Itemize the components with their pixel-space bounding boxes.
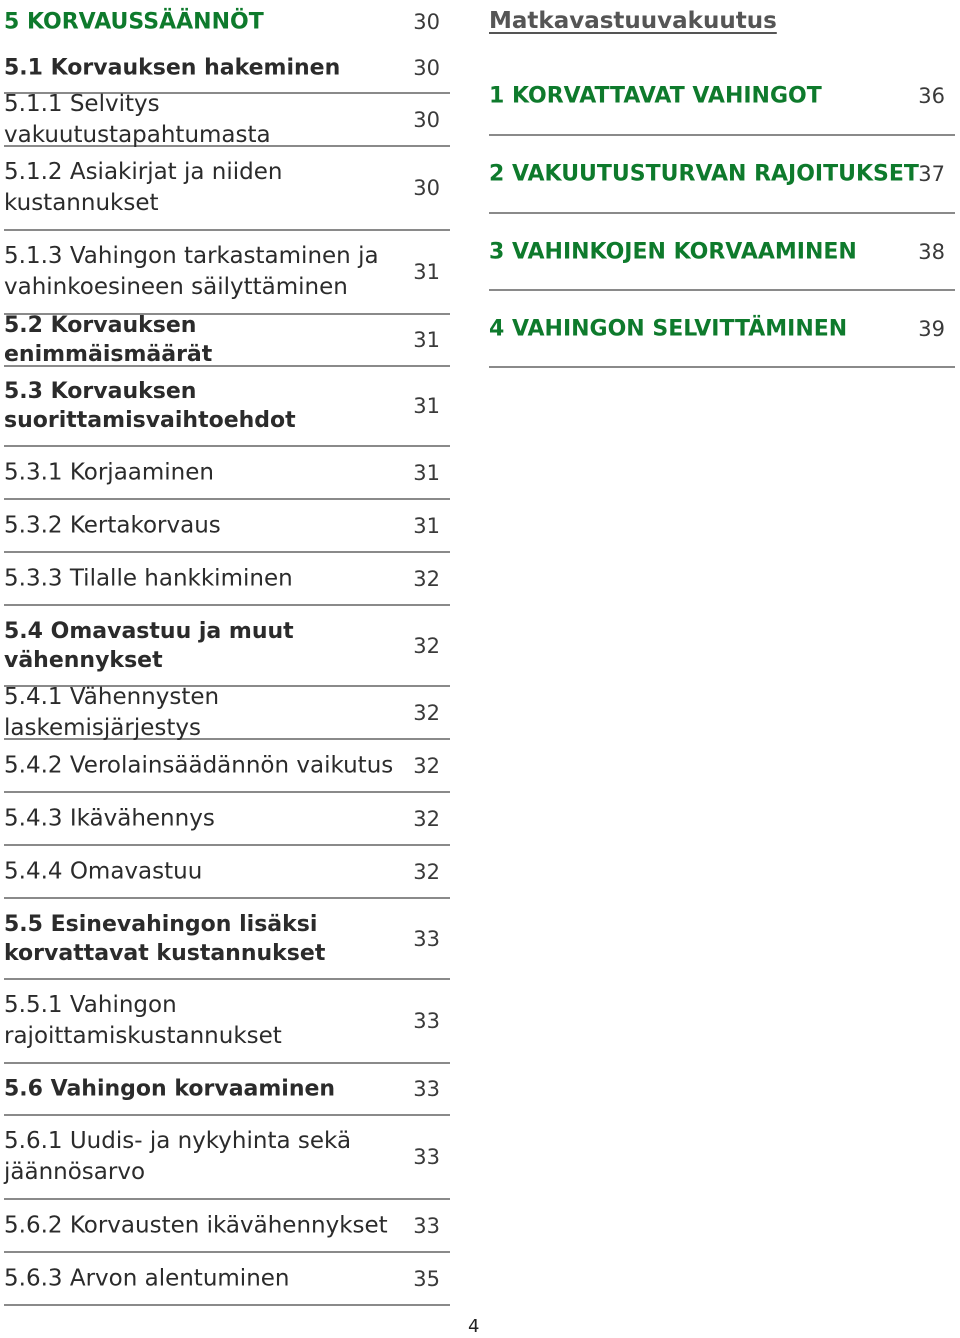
- toc-entry-page: 33: [413, 1213, 440, 1238]
- toc-entry-page: 32: [413, 753, 440, 778]
- toc-entry-page: 32: [413, 806, 440, 831]
- toc-entry-label: 5.1 Korvauksen hakeminen: [4, 55, 341, 81]
- toc-entry-page: 32: [413, 859, 440, 884]
- toc-entry-page: 33: [413, 1077, 440, 1101]
- toc-entry[interactable]: [4, 500, 450, 553]
- toc-entry[interactable]: [4, 980, 450, 1064]
- toc-entry-page: 36: [918, 84, 945, 108]
- toc-entry-page: 38: [918, 239, 945, 264]
- toc-entry[interactable]: [4, 793, 450, 846]
- toc-entry-label: 5.6 Vahingon korvaaminen: [4, 1076, 336, 1102]
- page-number: 4: [468, 1316, 480, 1337]
- toc-entry-label: 5.4.2 Verolainsäädännön vaikutus: [4, 752, 394, 778]
- toc-entry[interactable]: [4, 447, 450, 500]
- toc-entry-page: 30: [413, 10, 440, 34]
- toc-entry[interactable]: [489, 214, 955, 291]
- toc-entry[interactable]: [4, 846, 450, 899]
- toc-entry-page: 33: [413, 1145, 440, 1169]
- toc-entry-page: 39: [918, 316, 945, 341]
- toc-entry-page: 32: [413, 633, 440, 658]
- toc-entry-label: 5.6.1 Uudis- ja nykyhinta sekä jäännösarvo: [4, 1128, 352, 1185]
- toc-entry-page: 30: [413, 56, 440, 80]
- toc-entry[interactable]: [4, 553, 450, 606]
- toc-entry[interactable]: [4, 147, 450, 231]
- toc-entry[interactable]: [4, 899, 450, 980]
- toc-entry-page: 31: [413, 394, 440, 418]
- toc-entry[interactable]: [4, 231, 450, 315]
- toc-entry[interactable]: [489, 291, 955, 368]
- toc-left-column: [4, 0, 450, 1306]
- toc-entry-label: 5 KORVAUSSÄÄNNÖT: [4, 9, 264, 35]
- toc-entry-label: 5.4.3 Ikävähennys: [4, 805, 215, 831]
- toc-entry[interactable]: [4, 606, 450, 687]
- toc-entry-label: 5.5.1 Vahingon rajoittamiskustannukset: [4, 992, 282, 1049]
- toc-entry-label: 5.6.2 Korvausten ikävähennykset: [4, 1212, 388, 1238]
- toc-entry-label: 5.3.1 Korjaaminen: [4, 459, 214, 485]
- toc-entry-page: 31: [413, 260, 440, 284]
- toc-entry-chapter-5[interactable]: [4, 0, 450, 44]
- toc-entry-page: 30: [413, 176, 440, 200]
- toc-entry-label: 5.1.1 Selvitys vakuutustapahtumasta: [4, 90, 271, 148]
- toc-entry-page: 33: [413, 926, 440, 951]
- toc-entry[interactable]: [4, 1253, 450, 1306]
- toc-entry-label: 5.4 Omavastuu ja muut vähennykset: [4, 618, 294, 673]
- toc-entry[interactable]: [4, 1064, 450, 1116]
- toc-entry-page: 35: [413, 1266, 440, 1291]
- toc-entry[interactable]: [4, 1116, 450, 1200]
- toc-entry[interactable]: [4, 44, 450, 94]
- toc-entry-label: 5.3.2 Kertakorvaus: [4, 512, 221, 538]
- toc-entry-label: 5.4.4 Omavastuu: [4, 858, 203, 884]
- toc-entry-label: 2 VAKUUTUSTURVAN RAJOITUKSET: [489, 161, 919, 187]
- toc-entry-label: 5.5 Esinevahingon lisäksi korvattavat kustannukset: [4, 911, 326, 966]
- toc-entry[interactable]: [489, 58, 955, 136]
- toc-entry-page: 32: [413, 700, 440, 725]
- toc-entry[interactable]: [4, 315, 450, 367]
- toc-entry-label: 4 VAHINGON SELVITTÄMINEN: [489, 316, 848, 341]
- toc-entry-page: 30: [413, 107, 440, 132]
- toc-entry-label: 5.1.3 Vahingon tarkastaminen ja vahinkoesineen säilyttäminen: [4, 243, 379, 300]
- toc-entry-label: 1 KORVATTAVAT VAHINGOT: [489, 83, 822, 109]
- toc-entry-label: 5.2 Korvauksen enimmäismäärät: [4, 313, 213, 367]
- toc-entry-label: 5.4.1 Vähennysten laskemisjärjestys: [4, 683, 220, 741]
- toc-entry-page: 37: [918, 162, 945, 186]
- toc-entry[interactable]: [4, 740, 450, 793]
- toc-entry[interactable]: [4, 367, 450, 447]
- toc-entry[interactable]: [489, 136, 955, 214]
- toc-entry-label: 3 VAHINKOJEN KORVAAMINEN: [489, 239, 857, 264]
- toc-entry-page: 31: [413, 513, 440, 538]
- toc-entry-page: 33: [413, 1009, 440, 1033]
- toc-entry[interactable]: [4, 1200, 450, 1253]
- right-toc-list: [489, 58, 955, 368]
- section-title[interactable]: Matkavastuuvakuutus: [489, 8, 777, 34]
- toc-entry-label: 5.6.3 Arvon alentuminen: [4, 1265, 290, 1291]
- toc-entry-page: 31: [413, 460, 440, 485]
- toc-entry[interactable]: [4, 683, 450, 741]
- toc-entry-page: 32: [413, 566, 440, 591]
- toc-entry-label: 5.3 Korvauksen suorittamisvaihtoehdot: [4, 379, 296, 433]
- toc-entry-label: 5.3.3 Tilalle hankkiminen: [4, 565, 293, 591]
- toc-entry-page: 31: [413, 328, 440, 352]
- toc-entry-label: 5.1.2 Asiakirjat ja niiden kustannukset: [4, 159, 283, 216]
- toc-entry[interactable]: [4, 90, 450, 148]
